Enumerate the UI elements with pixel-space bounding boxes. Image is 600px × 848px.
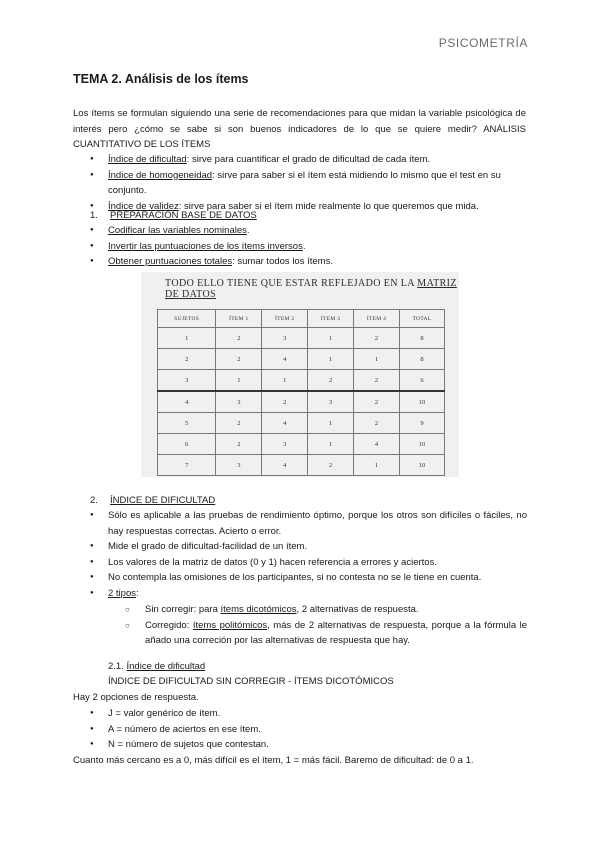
- data-matrix-table: [157, 309, 445, 476]
- list-item: ● J = valor genérico de ítem.: [90, 706, 530, 722]
- list-item: ● A = número de aciertos en ese ítem.: [90, 722, 530, 738]
- list-item: ○ Sin corregir: para ítems dicotómicos, 2 alternativas de respuesta.: [125, 602, 527, 618]
- section2-list: [90, 508, 527, 601]
- list-item: ● Índice de validez: sirve para saber si el ítem mide realmente lo que queremos que mida.: [90, 199, 530, 215]
- section1-list: [90, 223, 530, 270]
- column-header: ÍTEM 1: [216, 310, 262, 328]
- list-item: ● Codificar las variables nominales.: [90, 223, 530, 239]
- list-item: ● Índice de dificultad: sirve para cuantificar el grado de dificultad de cada ítem.: [90, 152, 530, 168]
- list-item-tipos: ● 2 tipos:: [90, 586, 527, 602]
- list-item: ● Sólo es aplicable a las pruebas de rendimiento óptimo, porque los otros son difíciles o fáciles, no hay respuestas correctas. Acierto o error.: [90, 508, 527, 539]
- column-header: SUJETOS: [158, 310, 216, 328]
- intro-paragraph: Los ítems se formulan siguiendo una serie de recomendaciones para que midan la variable psicológica de interés pero ¿cómo se sabe si son buenos indicadores de lo que se quiere medir? ANÁLISIS CUANTITATIVO DE LOS ÍTEMS: [73, 108, 526, 150]
- list-item: ● Obtener puntuaciones totales: sumar todos los ítems.: [90, 254, 530, 270]
- list-item: ● Índice de homogeneidad: sirve para saber si el ítem está midiendo lo mismo que el test en su conjunto.: [90, 168, 530, 199]
- column-header: ÍTEM 3: [308, 310, 354, 328]
- response-options-text: Hay 2 opciones de respuesta.: [73, 692, 199, 703]
- page-title: TEMA 2. Análisis de los ítems: [73, 72, 249, 86]
- indices-list: [90, 152, 530, 214]
- list-item: ● No contempla las omisiones de los participantes, si no contesta no se le tiene en cuenta.: [90, 570, 527, 586]
- table-row: 2 2 4 1 1 8: [158, 349, 445, 370]
- tipos-list: [125, 602, 527, 649]
- section1-heading: 1. PREPARACIÓN BASE DE DATOS: [90, 210, 257, 221]
- section2-heading: 2. ÍNDICE DE DIFICULTAD: [90, 495, 216, 506]
- closing-text: Cuanto más cercano es a 0, más difícil es el ítem, 1 = más fácil. Baremo de dificultad: de 0 a 1.: [73, 755, 474, 766]
- index-term: Índice de dificultad: [108, 154, 187, 165]
- page-header-subject: PSICOMETRÍA: [438, 36, 528, 50]
- subsection-21-heading: 2.1. Índice de dificultad: [108, 661, 206, 672]
- data-matrix-figure: [141, 272, 459, 477]
- list-item: ● N = número de sujetos que contestan.: [90, 737, 530, 753]
- list-item: ● Mide el grado de dificultad-facilidad de un ítem.: [90, 539, 527, 555]
- table-row: 1 2 3 1 2 8: [158, 328, 445, 349]
- table-header-row: [158, 310, 445, 328]
- list-item: ● Los valores de la matriz de datos (0 y 1) hacen referencia a errores y aciertos.: [90, 555, 527, 571]
- column-header: ÍTEM 2: [262, 310, 308, 328]
- table-row: 4 3 2 3 2 10: [158, 391, 445, 413]
- table-row: 6 2 3 1 4 10: [158, 434, 445, 455]
- table-row: 7 3 4 2 1 10: [158, 455, 445, 476]
- figure-title: TODO ELLO TIENE QUE ESTAR REFLEJADO EN LA MATRIZ DE DATOS: [165, 278, 457, 300]
- table-row: 5 2 4 1 2 9: [158, 413, 445, 434]
- variables-list: [90, 706, 530, 753]
- column-header: ÍTEM 4: [354, 310, 400, 328]
- column-header: TOTAL: [399, 310, 444, 328]
- list-item: ○ Corregido: ítems politómicos, más de 2 alternativas de respuesta, porque a la fórmula le añado una correción por las alternativas de respuesta que hay.: [125, 618, 527, 649]
- index-term: Índice de validez: [108, 200, 179, 212]
- list-item: ● Invertir las puntuaciones de los ítems inversos.: [90, 239, 530, 255]
- index-term: Índice de homogeneidad: [108, 169, 213, 181]
- table-row: 3 1 1 2 2 6: [158, 370, 445, 392]
- subsection-21-subheading: ÍNDICE DE DIFICULTAD SIN CORREGIR - ÍTEMS DICOTÓMICOS: [108, 676, 394, 687]
